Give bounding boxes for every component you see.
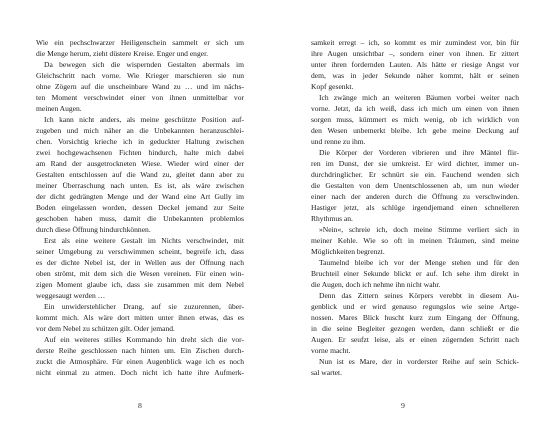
text-line: Boden eingelassen worden, dessen Deckel jemand zur Seite xyxy=(36,203,244,212)
text-line: zwei hochgewachsenen Fichten hindurch, halte mich dabei xyxy=(36,148,244,157)
text-line: Erst als eine weitere Gestalt im Nichts verschwindet, mit xyxy=(44,236,244,245)
text-line: vorne macht. xyxy=(311,346,351,355)
text-line: zugeben und mich näher an die Unbekannten heranzuschlei- xyxy=(36,126,244,135)
text-line: ten Moment verschwindet einer von ihnen unmittelbar vor xyxy=(36,93,244,102)
text-line: die Menge herum, zieht düstere Kreise. Enger und enger. xyxy=(36,49,209,58)
text-line: durch diese Öffnung hindurchkönnen. xyxy=(36,225,151,234)
text-line: sal wartet. xyxy=(311,368,343,377)
right-page-text xyxy=(311,37,519,378)
text-line: Ein unwiderstehlicher Drang, auf sie zuzurennen, über- xyxy=(44,302,244,311)
text-line: genblick und er wird genauso regungslos wie seine Artge- xyxy=(311,302,519,311)
text-line: am Rand der ausgetrockneten Wiese. Wieder wird einer der xyxy=(36,159,244,168)
left-page-text xyxy=(36,37,244,378)
text-line: kommt mich. Als wäre dort mitten unter ihnen etwas, das es xyxy=(36,313,244,322)
text-line: Gleichschritt nach vorne. Wie Krieger marschieren sie nun xyxy=(36,71,244,80)
text-line: vorne. Jetzt, da ich weiß, dass ich mich um einen von ihnen xyxy=(311,104,519,113)
text-line: Gestalten entschlossen auf die Wand zu, gleitet dann aber zu xyxy=(36,170,244,179)
text-line: die Gestalten von dem Unentschlossenen ab, um nun wieder xyxy=(311,181,519,190)
text-line: meiner Kehle. Wie so oft in meinen Träumen, sind meine xyxy=(311,236,519,245)
text-line: Hastiger jetzt, als schlüge irgendjemand einen schnelleren xyxy=(311,203,519,212)
text-line: derste Reihe geschlossen nach hinten um. Ein Zischen durch- xyxy=(36,346,244,355)
text-line: ohne Zögern auf die unscheinbare Wand zu … und im nächs- xyxy=(36,82,244,91)
text-line: Die Körper der Vorderen vibrieren und ihre Mäntel flir- xyxy=(319,148,519,157)
right-page-number: 9 xyxy=(401,401,405,410)
text-line: durchdringlicher. Er schnürt sie ein. Fauchend wenden sich xyxy=(311,170,519,179)
text-line: nicht einmal zu atmen. Doch nicht ich hatte ihre Aufmerk- xyxy=(36,368,244,377)
text-line: einer nach der anderen durch die Öffnung zu verschwinden. xyxy=(311,192,519,201)
text-line: Rhythmus an. xyxy=(311,214,353,223)
text-line: meiner Überraschung nach unten. Es ist, als wäre zwischen xyxy=(36,181,244,190)
text-line: dem, was in jeder Sekunde näher kommt, hält er seinen xyxy=(311,71,519,80)
text-line: Ich kann nicht anders, als meine geschützte Position auf- xyxy=(44,115,244,124)
text-line: chen. Vorsichtig krieche ich in geduckter Haltung zwischen xyxy=(36,137,244,146)
text-line: Kopf gesenkt. xyxy=(311,82,354,91)
text-line: die Augen, doch ich nehme ihn nicht wahr. xyxy=(311,280,441,289)
text-line: Bruchteil einer Sekunde blickt er auf. Ich sehe ihm direkt in xyxy=(311,269,519,278)
text-line: Auf ein weiteres stilles Kommando hin dreht sich die vor- xyxy=(44,335,244,344)
text-line: Denn das Zittern seines Körpers verebbt in diesem Au- xyxy=(319,291,519,300)
text-line: sorgen muss, kümmert es mich wenig, ob ich wirklich von xyxy=(311,115,519,124)
text-line: vor dem Nebel zu schützen gilt. Oder jemand. xyxy=(36,324,175,333)
text-line: den Wesen unbemerkt bleibe. Ich gebe meine Deckung auf xyxy=(311,126,519,135)
text-line: unter ihren fordernden Lauten. Als hätte er riesige Angst vor xyxy=(311,60,519,69)
text-line: geschoben haben muss, damit die Unbekannten problemlos xyxy=(36,214,244,223)
text-line: samkeit erregt – ich, so kommt es mir zumindest vor, bin für xyxy=(311,38,519,47)
text-line: es der dichte Nebel ist, der in Wellen aus der Öffnung nach xyxy=(36,258,244,267)
text-line: Da bewegen sich die wispernden Gestalten abermals im xyxy=(44,60,244,69)
text-line: Nun ist es Mare, der in vorderster Reihe auf sein Schick- xyxy=(319,357,519,366)
text-line: meinen Augen. xyxy=(36,104,82,113)
text-line: Möglichkeiten begrenzt. xyxy=(311,247,385,256)
text-line: ihre Augen unsichtbar –, sondern einer von ihnen. Er zittert xyxy=(311,49,519,58)
text-line: Ich zwänge mich an weiteren Bäumen vorbei weiter nach xyxy=(319,93,519,102)
text-line: weggesaugt werden … xyxy=(36,291,106,300)
text-line: »Nein«, schreie ich, doch meine Stimme verliert sich in xyxy=(319,225,519,234)
text-line: seiner Umgebung zu verschwimmen scheint, begreife ich, dass xyxy=(36,247,244,256)
text-line: nossen. Mares Blick huscht kurz zum Eingang der Öffnung, xyxy=(311,313,519,322)
text-line: oben strömt, mit dem sich die Wesen vereinen. Für einen win- xyxy=(36,269,244,278)
text-line: der dicht gedrängten Menge und der Wand eine Art Gully im xyxy=(36,192,244,201)
text-line: zuckt die Atmosphäre. Für einen Augenblick wage ich es noch xyxy=(36,357,244,366)
text-line: Taumelnd bleibe ich vor der Menge stehen und für den xyxy=(319,258,519,267)
text-line: und renne zu ihm. xyxy=(311,137,366,146)
text-line: Wie ein pechschwarzer Heiligenschein sammelt er sich um xyxy=(36,38,244,47)
left-page-number: 8 xyxy=(138,401,142,410)
text-line: zigen Moment glaube ich, dass sie zusammen mit dem Nebel xyxy=(36,280,244,289)
right-page xyxy=(275,0,550,438)
text-line: ren im Dunst, der sie umkreist. Er wird dichter, immer un- xyxy=(311,159,519,168)
text-line: in die seine Begleiter gezogen werden, dann schließt er die xyxy=(311,324,519,333)
text-line: Augen. Er seufzt leise, als er einen zögernden Schritt nach xyxy=(311,335,519,344)
